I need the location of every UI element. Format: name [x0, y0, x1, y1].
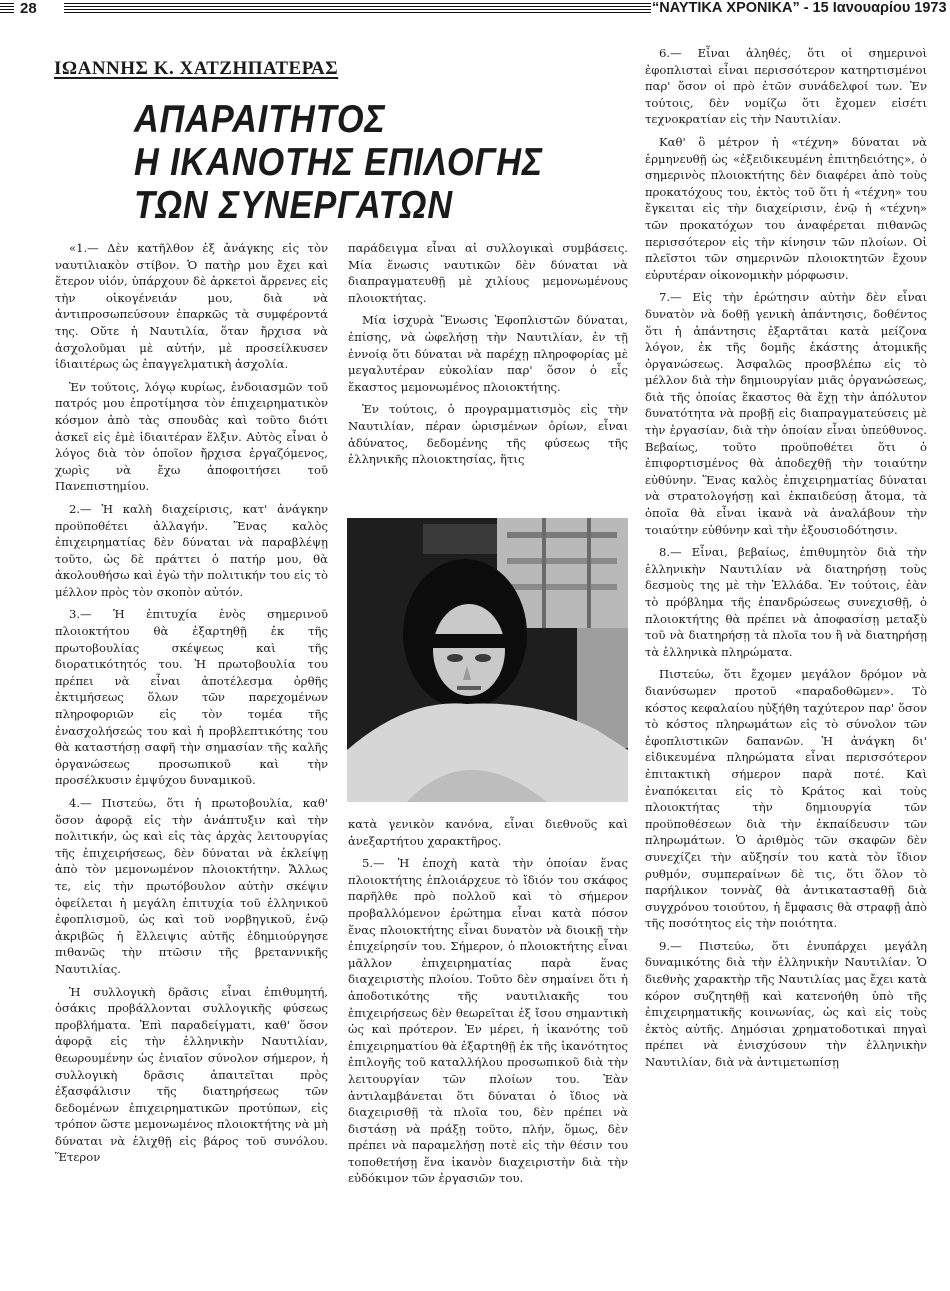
header-rule-right — [64, 3, 651, 13]
publication-line: “ΝΑΥΤΙΚΑ ΧΡΟΝΙΚΑ” - 15 Ιανουαρίου 1973 — [652, 0, 947, 16]
paragraph: 2.— Ἡ καλὴ διαχείρισις, κατ' ἀνάγκην προϋποθέτει ἀλλαγήν. Ἕνας καλὸς ἐπιχειρηματίας δὲν δύναται νὰ παραβλέψῃ τοῦτο, ὡς δὲ πράττει ὁ πατήρ μου, θὰ ἀκολουθήσω καὶ ἐγὼ τὴν πολιτικήν του εἰς τὸ μέλλον πρὸς τὸν σκοπὸν αὐτόν. — [55, 501, 328, 599]
headline-line-3: ΤΩΝ ΣΥΝΕΡΓΑΤΩΝ — [134, 184, 454, 227]
paragraph: Μία ἰσχυρὰ Ἕνωσις Ἐφοπλιστῶν δύναται, ἐπίσης, νὰ ὠφελήσῃ τὴν Ναυτιλίαν, ἐν τῇ ἐννοίᾳ ὅτι δύναται νὰ παρέχῃ πληροφορίας μὲ μεγαλυτέραν εὐκολίαν παρ' ὅσον ὁ εἷς ἕκαστος μεμονωμένος πλοιοκτήτης. — [348, 313, 628, 394]
column-2-bottom — [348, 816, 628, 1193]
paragraph: Καθ' ὃ μέτρον ἡ «τέχνη» δύναται νὰ ἑρμηνευθῇ ὡς «ἐξειδικευμένη ἐπιτηδειότης», ὁ σημερινὸς πλοιοκτήτης δὲν διαφέρει ἀπὸ τοὺς προκατόχους του, ἐκτὸς τοῦ ὅτι ἡ «τέχνη» του ἔγκειται εἰς τὴν διαχείρισιν, ἐνῷ ἡ «τέχνη» τῶν προκατόχων του ἀναφέρεται πιθανῶς περισσότερον εἰς τὴν κίνησιν τῶν πλοίων. Οἱ πλεῖστοι τῶν σημερινῶν πλοιοκτητῶν ἔχουν εὐρυτέραν οἰκονομικὴν μόρφωσιν. — [645, 134, 927, 282]
column-3 — [645, 45, 927, 1077]
paragraph: 5.— Ἡ ἐποχὴ κατὰ τὴν ὁποίαν ἕνας πλοιοκτήτης ἐπλοιάρχευε τὸ ἴδιόν του σκάφος παρῆλθε πρὸ πολλοῦ καὶ τὸ σήμερον προβαλλόμενον ἐρώτημα εἶναι κατὰ πόσον ἕνας πλοιοκτήτης εἶναι δυνατὸν νὰ διοικῇ τὴν ἐπιχείρησίν του. Σήμερον, ὁ πλοιοκτήτης εἶναι μᾶλλον ἐπιχειρηματίας παρὰ ἕνας διαχειριστὴς πλοίου. Τοῦτο δὲν σημαίνει ὅτι ἡ ἀποδοτικότης τῆς ναυτιλιακῆς του ἐπιχειρήσεως δὲν θεωρεῖται ἐξ ἴσου σημαντικὴ ὡς καὶ πρότερον. Ἐν μέρει, ἡ ἱκανότης τοῦ ἐπιχειρηματίου θὰ ἐξαρτηθῇ ἐκ τῆς ἱκανότητος ἐπιλογῆς τοῦ καταλλήλου προσωπικοῦ διὰ τὴν λειτουργίαν τῶν πλοίων του. Ἐὰν ἀντιλαμβάνεται ὅτι δύναται ὁ ἴδιος νὰ διαχειρισθῇ τὰ πλοῖα του, δὲν πρέπει νὰ διστάσῃ νὰ πράξῃ τοῦτο, πλήν, ὅμως, δὲν πρέπει νὰ παραμελήσῃ ποτὲ εἰς τὴν θέσιν του τοποθετήσῃ ἕνα ἱκανὸν διαχειριστὴν διὰ τὴν εὐδόκιμον τῶν ἐργασιῶν του. — [348, 856, 628, 1186]
paragraph: 6.— Εἶναι ἀληθές, ὅτι οἱ σημερινοὶ ἐφοπλισταὶ εἶναι περισσότερον κατηρτισμένοι παρ' ὅσον οἱ πρὸ ἐτῶν συνάδελφοί των. Ἐν τούτοις, δὲν νομίζω ὅτι ἔχομεν εἰσέτι τεχνοκρατίαν εἰς τὴν Ναυτιλίαν. — [645, 46, 927, 127]
article-author: ΙΩΑΝΝΗΣ Κ. ΧΑΤΖΗΠΑΤΕΡΑΣ — [54, 58, 339, 79]
headline-line-2: Η ΙΚΑΝΟΤΗΣ ΕΠΙΛΟΓΗΣ — [134, 141, 544, 184]
author-portrait-photo — [347, 518, 628, 802]
paragraph: Ἐν τούτοις, λόγῳ κυρίως, ἐνδοιασμῶν τοῦ πατρός μου ἐπροτίμησα τὸν ἐπιχειρηματικὸν κόσμον ἀπὸ τὰς σπουδὰς καὶ τοῦτο διότι ἀσκεῖ εἰς ἐμὲ ἰδιαιτέραν ἕλξιν. Αὐτὸς εἶναι ὁ λόγος διὰ τὸν ὁποῖον ἤρχισα ἐργαζόμενος, χωρὶς νὰ ἔχω ἀποφοιτήσει τοῦ Πανεπιστημίου. — [55, 379, 328, 494]
paragraph: Ἡ συλλογικὴ δρᾶσις εἶναι ἐπιθυμητή, ὁσάκις προβάλλονται συλλογικῆς φύσεως προβλήματα. Ἐπὶ παραδείγματι, καθ' ὅσον ἀφορᾷ εἰς τὴν ἑλληνικὴν Ναυτιλίαν, θεωρουμένην ὡς ἑνιαῖον σύνολον σήμερον, ἡ συλλογικὴ δρᾶσις ἀπαιτεῖται πρὸς ἐξασφάλισιν τῆς διατηρήσεως τῶν δεδομένων ἐπιχειρηματικῶν προτύπων, εἰς τρόπον ὥστε μεμονωμένος πλοιοκτήτης νὰ μὴ δύναται νὰ ἑλιχθῇ εἰς βάρος τοῦ συνόλου. Ἕτερον — [55, 984, 328, 1165]
header-rule-left — [0, 3, 14, 13]
headline-line-1: ΑΠΑΡΑΙΤΗΤΟΣ — [134, 98, 386, 141]
paragraph: παράδειγμα εἶναι αἱ συλλογικαὶ συμβάσεις. Μία ἕνωσις ναυτικῶν δὲν δύναται νὰ διαπραγματευθῇ μὲ χιλίους μεμονωμένους πλοιοκτήτας. — [348, 241, 628, 305]
paragraph: 7.— Εἰς τὴν ἐρώτησιν αὐτὴν δὲν εἶναι δυνατὸν νὰ δοθῇ γενικὴ ἀπάντησις, δοθέντος ὅτι ἡ ἀπάντησις ἐξαρτᾶται κατὰ μείζονα λόγον, ἐκ τῆς δομῆς ἑκάστης ἀτομικῆς ὀργανώσεως. Ἀσφαλῶς προσβλέπω εἰς τὸ μέλλον διὰ τὴν δημιουργίαν μιᾶς ὀργανώσεως, διὰ τῆς ὁποίας ἕκαστος θὰ ἔχῃ τὴν ἀπόλυτον δυνατότητα νὰ προβῇ εἰς διαπραγματεύσεις μὲ τὴν ἐργασίαν, διὰ τὴν ὁποίαν εἶναι ὑπεύθυνος. Βεβαίως, τοῦτο προϋποθέτει ὅτι ὁ ἐπιφορτισμένος θὰ ἀποδεχθῇ τὴν τοιαύτην εὐθύνην. Ἕνας καλὸς ἐπιχειρηματίας δύναται νὰ στρατολογήσῃ καὶ ἐκπαιδεύσῃ ἄτομα, τὰ ὁποῖα θὰ εἶναι ἱκανὰ νὰ ἀναλάβουν τὴν τοιαύτην εὐθύνην καὶ τὴν ἐξουσιοδότησιν. — [645, 290, 927, 537]
paragraph: 4.— Πιστεύω, ὅτι ἡ πρωτοβουλία, καθ' ὅσον ἀφορᾷ εἰς τὴν ἀνάπτυξιν καὶ τὴν πολιτικήν, ὡς καὶ εἰς τὰς ἀρχὰς λειτουργίας τῆς ἐπιχειρήσεως, δὲν δύναται νὰ ἐκλείψῃ ἀπὸ τὸν μεμονωμένον πλοιοκτήτην. Ἄλλως τε, εἰς τὴν πρωτόβουλον αὐτὴν σκέψιν ὀφείλεται ἡ μεγάλη ἐπιτυχία τοῦ ἑλληνικοῦ ἐφοπλισμοῦ, ὡς καὶ τοῦ νορβηγικοῦ, ἐνῷ ἀκριβῶς ἡ ἔλλειψις αὐτῆς ἐδημιούργησε πιθανῶς τὴν πτῶσιν τῆς βρεταννικῆς Ναυτιλίας. — [55, 796, 328, 976]
paragraph: κατὰ γενικὸν κανόνα, εἶναι διεθνοῦς καὶ ἀνεξαρτήτου χαρακτῆρος. — [348, 817, 628, 848]
paragraph: 8.— Εἶναι, βεβαίως, ἐπιθυμητὸν διὰ τὴν ἑλληνικὴν Ναυτιλίαν νὰ διατηρήσῃ τοὺς δεσμοὺς της μὲ τὴν Ἑλλάδα. Ἐν τούτοις, ἐὰν τὸ πρόβλημα τῆς ἐπανδρώσεως συνεχισθῇ, ὁ πλοιοκτήτης θὰ πρέπει νὰ ἀποφασίσῃ μεταξὺ τοῦ νὰ διατηρήσῃ τὰ πλοῖα του ἢ νὰ διατηρήσῃ τὰ ἑλληνικὰ πληρώματα. — [645, 545, 927, 659]
page-header — [0, 0, 950, 22]
paragraph: Ἐν τούτοις, ὁ προγραμματισμὸς εἰς τὴν Ναυτιλίαν, πέραν ὡρισμένων ὁρίων, εἶναι ἀδύνατος, δεδομένης τῆς φύσεως τῆς ἑλληνικῆς πλοιοκτησίας, ἥτις — [348, 402, 628, 467]
column-1 — [55, 240, 328, 1172]
paragraph: «1.— Δὲν κατῆλθον ἐξ ἀνάγκης εἰς τὸν ναυτιλιακὸν στίβον. Ὁ πατὴρ μου ἔχει καὶ ἕτερον υἱόν, ὑπάρχουν δὲ ἀρκετοὶ ἄρρενες εἰς τὴν οἰκογένειάν μου, διὰ νὰ ἀντιπροσωπεύσουν ἐπαρκῶς τὰ συμφέροντά της. Οὔτε ἡ Ναυτιλία, ὅταν ἤρχισα νὰ ἀσχολοῦμαι μὲ αὐτήν, μὲ προσείλκυσεν ἰδιαιτέρως ὡς ἐπαγγελματικὴ ἀσχολία. — [55, 241, 328, 372]
paragraph: Πιστεύω, ὅτι ἔχομεν μεγάλον δρόμον νὰ διανύσωμεν προτοῦ «παραδοθῶμεν». Τὸ κόστος κεφαλαίου ηὐξήθη ταχύτερον παρ' ὅσον τὸ κόστος πληρωμάτων εἰς τὸ σύνολον τῶν ἐφοπλιστικῶν δαπανῶν. Ἡ ἀνάγκη δι' εἰδικευμένα πληρώματα εἶναι περισσότερον ἐπιτακτικὴ σήμερον παρὰ ποτέ. Καὶ ἐναπόκειται εἰς τὸ Κράτος καὶ τοὺς πλοιοκτήτας τὴν δημιουργία τῶν προϋποθέσεων διὰ τὴν ἐκπαίδευσιν τῶν πληρωμάτων. Ὁ ἀριθμὸς τῶν σκαφῶν δὲν συνεχίζει τὴν αὔξησίν του κατὰ τὸν ἴδιον ρυθμόν, συμπεραίνων δὲ τις, ὅτι ὅλον τὸ παρήλικον τοννὰζ θὰ ἀντικατασταθῇ διὰ συγχρόνου τοιούτου, ἡ ἔμφασις θὰ στραφῇ ἀπὸ τῆς ποσότητος εἰς τὴν ποιότητα. — [645, 667, 927, 931]
page-number: 28 — [20, 0, 37, 17]
paragraph: 3.— Ἡ ἐπιτυχία ἑνὸς σημερινοῦ πλοιοκτήτου θὰ ἐξαρτηθῇ ἐκ τῆς πρωτοβουλίας σκέψεως καὶ τῆς διορατικότητός του. Ἡ πρωτοβουλία του πρέπει νὰ εἶναι ἀποτέλεσμα ὀρθῆς ἐκτιμήσεως ὅλων τῶν παρεχομένων πληροφοριῶν εἰς τὸν τομέα τῆς ἐνασχολήσεώς του καὶ ἡ προβλεπτικότης του θὰ καταστήσῃ σαφῆ τὴν σημασίαν τῆς καλῆς ὀργανώσεως προσωπικοῦ καὶ τὴν προσέλκυσιν ἐμψύχου δυναμικοῦ. — [55, 607, 328, 788]
portrait-illustration — [347, 518, 628, 802]
column-2-top — [348, 240, 628, 474]
paragraph: 9.— Πιστεύω, ὅτι ἐνυπάρχει μεγάλη δυναμικότης διὰ τὴν ἑλληνικὴν Ναυτιλίαν. Ὁ διεθνὴς χαρακτὴρ τῆς Ναυτιλίας μας ἔχει κατὰ κόρον συζητηθῇ καὶ κατενοήθη ὑπὸ τῆς ἐπιχειρηματικῆς κοινωνίας, ὡς καὶ εἰς τοὺς ἐκτὸς αὐτῆς. Δημόσιαι χρηματοδοτικαὶ πηγαὶ πρέπει νὰ ἐνισχύσουν τὴν ἑλληνικὴν Ναυτιλίαν, διὰ νὰ ἀντιμετωπίσῃ — [645, 938, 927, 1070]
